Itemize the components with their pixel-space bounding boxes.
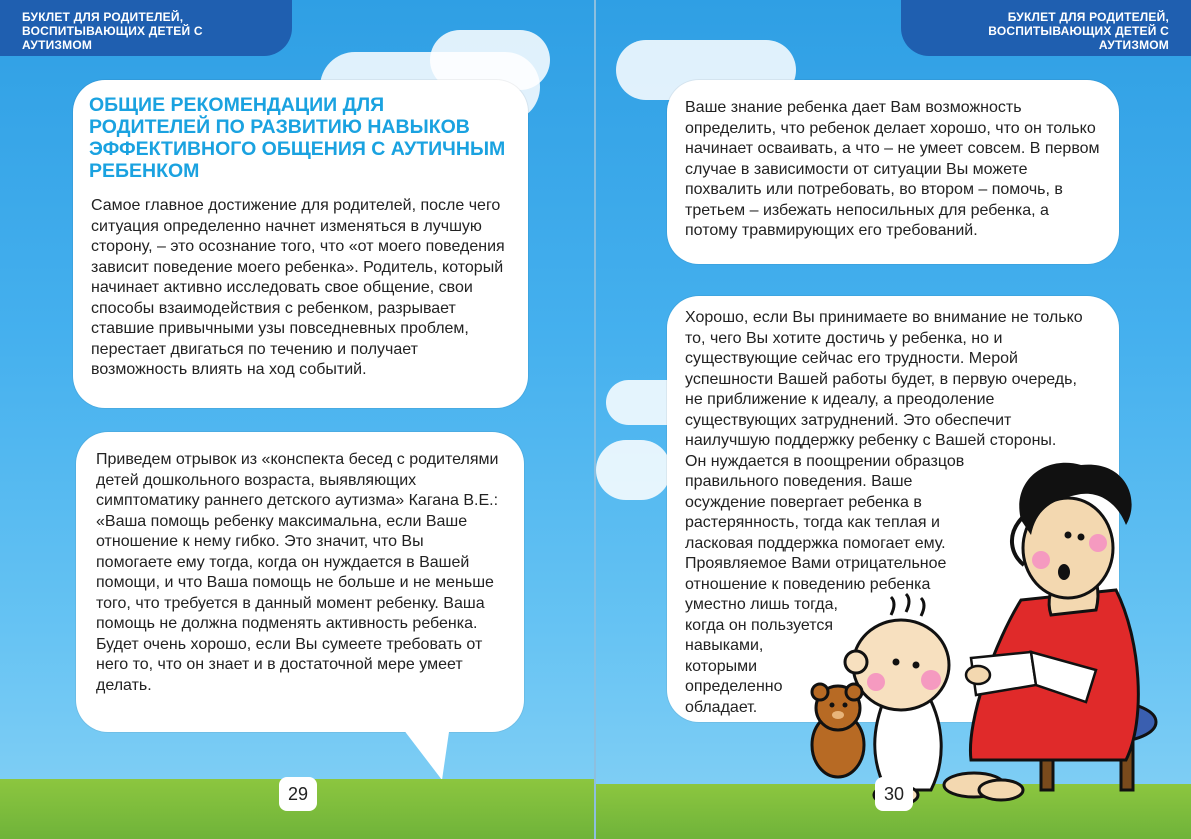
advice-line: существующих затруднений. Это обеспечит xyxy=(685,411,1012,429)
advice-line: обладает. xyxy=(685,698,758,716)
advice-line: Проявляемое Вами отрицательное xyxy=(685,555,947,572)
quote-intro: Приведем отрывок из «конспекта бесед с родителями детей дошкольного возраста, выявляющих симптоматику раннего детского аутизма» Кагана В.Е.: xyxy=(96,451,499,509)
speech-tail-icon xyxy=(390,725,470,785)
page-title: ОБЩИЕ РЕКОМЕНДАЦИИ ДЛЯ РОДИТЕЛЕЙ ПО РАЗВИТИЮ НАВЫКОВ ЭФФЕКТИВНОГО ОБЩЕНИЯ С АУТИЧНЫМ РЕБЕНКОМ xyxy=(89,94,506,182)
booklet-header xyxy=(0,0,292,56)
header-line-2: ВОСПИТЫВАЮЩИХ ДЕТЕЙ С АУТИЗМОМ xyxy=(988,24,1169,52)
child-icon xyxy=(845,594,949,805)
intro-paragraph: Самое главное достижение для родителей, после чего ситуация определенно начнет изменяться в лучшую сторону, – это осознание того, что «от моего поведения зависит поведение моего ребенка». Родитель, который начинает активно исследовать свое общение, свои способы взаимодействия с ребенком, разрывает ставшие привычными узы повседневных проблем, перестает двигаться по течению и получает возможность влиять на ход событий. xyxy=(91,197,505,378)
knowledge-bubble xyxy=(667,80,1119,264)
quote-text: «Ваша помощь ребенку максимальна, если Ваше отношение к нему гибко. Это значит, что Вы помогаете ему тогда, когда он нуждается в Вашей помощи, и что Ваша помощь не больше и не меньше того, что требуется в данный момент ребенку. Ваша помощь не должна подменять активность ребенка. Будет очень хорошо, если Вы сумеете требовать от него то, что он знает и в достаточной мере умеет делать. xyxy=(96,512,494,694)
advice-line: ласковая поддержка помогает ему. xyxy=(685,534,946,552)
mother-icon xyxy=(944,463,1138,800)
advice-line: Хорошо, если Вы принимаете во внимание не только xyxy=(685,309,1083,326)
advice-line: уместно лишь тогда, xyxy=(685,596,838,613)
cloud-decoration xyxy=(596,440,671,500)
advice-line: то, чего Вы хотите достичь у ребенка, но и xyxy=(685,329,1003,347)
advice-line: отношение к поведению ребенка xyxy=(685,575,931,593)
advice-line: осуждение повергает ребенка в xyxy=(685,493,922,511)
advice-line: Он нуждается в поощрении образцов xyxy=(685,452,965,470)
advice-line: которыми xyxy=(685,657,758,675)
advice-line: существующие сейчас его трудности. Мерой xyxy=(685,350,1018,367)
right-page xyxy=(596,0,1191,839)
advice-line: не приближение к идеалу, а преодоление xyxy=(685,391,995,408)
mother-reading-illustration xyxy=(796,440,1191,810)
intro-bubble xyxy=(73,80,528,408)
teddy-bear-icon xyxy=(812,684,864,777)
quote-bubble xyxy=(76,432,524,732)
header-line-2: ВОСПИТЫВАЮЩИХ ДЕТЕЙ С АУТИЗМОМ xyxy=(22,24,203,52)
advice-line: успешности Вашей работы будет, в первую очередь, xyxy=(685,370,1077,388)
booklet-header xyxy=(901,0,1191,56)
advice-line: наилучшую поддержку ребенку с Вашей стороны. xyxy=(685,432,1057,449)
advice-line: правильного поведения. Ваше xyxy=(685,473,913,490)
knowledge-paragraph: Ваше знание ребенка дает Вам возможность определить, что ребенок делает хорошо, что он только начинает осваивать, а что – не умеет совсем. В первом случае в зависимости от ситуации Вы можете похвалить или потребовать, во втором – помочь, в третьем – избежать непосильных для ребенка, а потому травмирующих его требований. xyxy=(685,99,1100,239)
header-line-1: БУКЛЕТ ДЛЯ РОДИТЕЛЕЙ, xyxy=(1007,10,1169,24)
page-number: 29 xyxy=(279,777,317,811)
left-page xyxy=(0,0,594,839)
advice-line: определенно xyxy=(685,678,783,695)
advice-line: навыками, xyxy=(685,637,764,654)
advice-line: когда он пользуется xyxy=(685,616,834,634)
header-line-1: БУКЛЕТ ДЛЯ РОДИТЕЛЕЙ, xyxy=(22,10,184,24)
page-number: 30 xyxy=(875,777,913,811)
advice-line: растерянность, тогда как теплая и xyxy=(685,514,940,531)
